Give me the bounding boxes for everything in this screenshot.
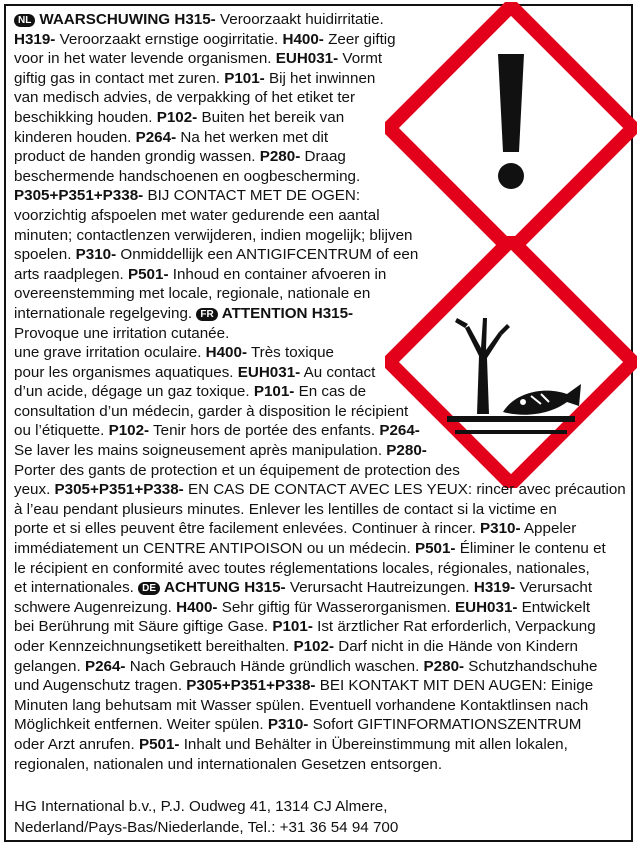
statement: Verursacht Hautreizungen. <box>289 579 470 597</box>
hazard-text: NL WAARSCHUWING H315- Veroorzaakt huidirritatie. H319- Veroorzaakt ernstige oogirritatie. H400- Zeer giftig voor in het water levende organismen. EUH031- Vormt giftig gas in contact met zuren. P101- Bij het inwinnen van medisch advies, de verpakking of het etiket ter beschikking houden. P102- Buiten het bereik van kinderen houden. P264- Na het werken met dit product de handen grondig wassen. P280- Draag beschermende handschoenen en oogbescherming. P305+P351+P338- BIJ CONTACT MET DE OGEN: voorzichtig afspoelen met water gedurende een aantal minuten; contactlenzen verwijderen, indien mogelijk; blijven spoelen. P310- Onmiddellijk een ANTIGIFCENTRUM of een arts raadplegen. P501- Inhoud en container afvoeren in overeenstemming met locale, regionale, nationale en internationale regelgeving. FR ATTENTION H315- Provoque une irritation cutanée. une grave irritation oculaire. H400- Très toxique pour les organismes aquatiques. EUH031- Au contact d’un acide, dégage un gaz toxique. P101- En cas de consultation d’un médecin, garder à disposition le récipient ou l’étiquette. P102- Tenir hors de portée des enfants. P264- Se laver les mains soigneusement après manipulation. P280- Porter des gants de protection et un équipement de protection des yeux. P305+P351+P338- EN CAS DE CONTACT AVEC LES YEUX: rincer avec précaution à l’eau pendant plusieurs minutes. Enlever les lentilles de contact si la victime en porte et si elles peuvent être facilement enlevées. Continuer à rincer. P310- Appeler immédiatement un CENTRE ANTIPOISON ou un médecin. P501- Éliminer le contenu et le récipient en conformité avec toutes réglementations locales, régionales, nationales, et internationales. DE ACHTUNG H315- Verursacht Hautreizungen. H319- Verursacht schwere Augenreizung. H400- Sehr giftig für Wasserorganismen. EUH031- Entwickelt bei Berührung mit Säure giftige Gase. P101- Ist ärztlicher Rat erforderlich, Verpackung oder Kennzeichnungsetikett bereithalten. P102- Darf nicht in die Hände von Kindern gelangen. P264- Nach Gebrauch Hände gründlich waschen. P280- Schutzhandschuhe und Augenschutz tragen. P305+P351+P338- BEI KONTAKT MIT DEN AUGEN: Einige Minuten lang behutsam mit Wasser spülen. Eventuell vorhandene Kontaktlinsen nach Möglichkeit entfernen. Weiter spülen. P310- Sofort GIFTINFORMATIONSZENTRUM oder Arzt anrufen. P501- Inhalt und Behälter in Übereinstimmung mit allen lokalen, regionalen, nationalen und internationalen Gesetzen entsorgen. <box>14 10 630 774</box>
code: P102- <box>108 422 150 440</box>
code: H315- <box>174 11 216 28</box>
code: H400- <box>176 598 218 616</box>
statement: Sehr giftig für Wasserorganismen. <box>221 598 451 616</box>
code: P305+P351+P338- <box>14 187 144 205</box>
code: P310- <box>480 520 521 538</box>
code: P501- <box>138 735 180 753</box>
code: P101- <box>224 69 265 87</box>
statement: Veroorzaakt huidirritatie. <box>219 11 384 28</box>
language-badge-fr: FR <box>196 308 217 321</box>
statement: Veroorzaakt ernstige oogirritatie. <box>59 30 279 48</box>
code: H315- <box>244 579 286 597</box>
manufacturer-address <box>14 796 614 838</box>
code: P101- <box>253 383 295 401</box>
code: P280- <box>259 148 301 166</box>
code: H319- <box>14 30 56 48</box>
code: P310- <box>75 246 117 264</box>
code: H400- <box>282 30 324 48</box>
code: P501- <box>414 540 456 558</box>
code: EUH031- <box>275 50 339 68</box>
code: P264- <box>135 128 177 146</box>
code: P310- <box>267 716 309 734</box>
signal-word-nl: WAARSCHUWING <box>39 11 171 28</box>
code: P264- <box>379 422 420 440</box>
code: P501- <box>127 265 169 283</box>
code: P102- <box>156 108 198 126</box>
statement: Nach Gebrauch Hände gründlich waschen. <box>129 657 420 675</box>
statement: Provoque une irritation cutanée. <box>14 324 230 342</box>
address-line-2: Nederland/Pays-Bas/Niederlande, Tel.: +31 36 54 94 700 <box>14 819 399 836</box>
code: P101- <box>272 618 313 636</box>
code: P305+P351+P338- <box>54 481 184 499</box>
address-line-1: HG International b.v., P.J. Oudweg 41, 1314 CJ Almere, <box>14 798 388 815</box>
code: H319- <box>473 579 516 597</box>
signal-word-de: ACHTUNG <box>164 579 240 597</box>
code: P264- <box>84 657 126 675</box>
code: EUH031- <box>237 363 301 381</box>
code: P305+P351+P338- <box>186 677 316 695</box>
language-badge-de: DE <box>138 582 160 595</box>
code: P280- <box>423 657 465 675</box>
code: H315- <box>311 304 354 322</box>
code: P280- <box>386 442 427 460</box>
code: H400- <box>205 344 248 362</box>
code: EUH031- <box>454 598 518 616</box>
signal-word-fr: ATTENTION <box>221 304 308 322</box>
language-badge-nl: NL <box>14 14 35 27</box>
code: P102- <box>293 638 335 655</box>
